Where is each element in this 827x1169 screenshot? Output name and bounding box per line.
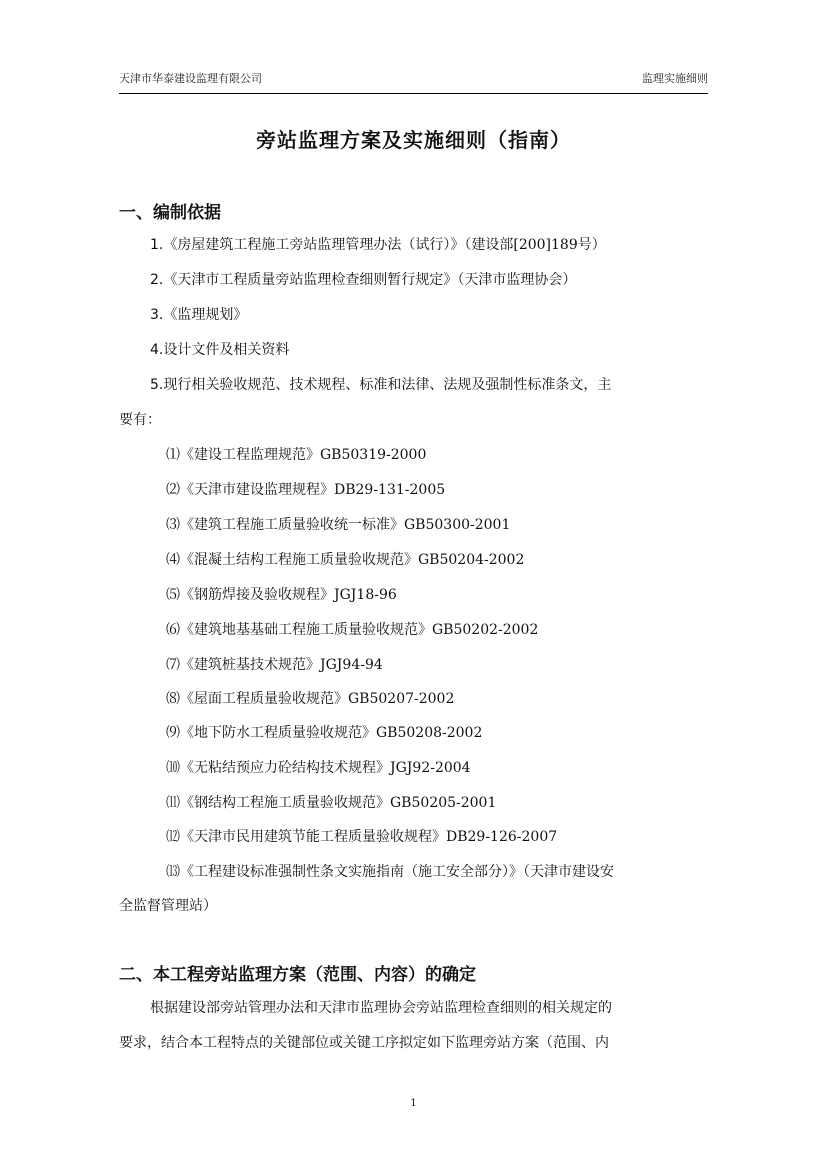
sub-item-text: 《天津市民用建筑节能工程质量验收规程》DB29-126-2007	[180, 829, 558, 845]
sub-item-text: 《天津市建设监理规程》DB29-131-2005	[180, 482, 446, 498]
sub-item-number: ⑿	[166, 829, 180, 845]
list-item	[150, 339, 289, 359]
sub-list-item	[166, 584, 397, 604]
sub-item-number: ⑹	[166, 622, 180, 638]
sub-item-text: 《屋面工程质量验收规范》GB50207-2002	[180, 691, 455, 707]
section-1-heading: 一、编制依据	[119, 203, 221, 223]
sub-list-item-continuation: 全监督管理站）	[119, 898, 217, 914]
list-item-text: 《天津市工程质量旁站监理检查细则暂行规定》（天津市监理协会）	[163, 272, 577, 288]
list-item	[150, 234, 606, 254]
sub-item-text: 《钢结构工程施工质量验收规范》GB50205-2001	[180, 795, 497, 811]
sub-item-text: 《无粘结预应力砼结构技术规程》JGJ92-2004	[180, 760, 471, 776]
sub-item-text: 《建设工程监理规范》GB50319-2000	[180, 447, 427, 463]
paragraph-line: 根据建设部旁站管理办法和天津市监理协会旁站监理检查细则的相关规定的	[150, 1000, 612, 1016]
sub-list-item	[166, 514, 510, 534]
paragraph-line: 要求，结合本工程特点的关键部位或关键工序拟定如下监理旁站方案（范围、内	[119, 1035, 609, 1051]
sub-item-number: ⑻	[166, 691, 180, 707]
list-item-number: 5.	[150, 377, 164, 393]
sub-list-item	[166, 688, 454, 708]
sub-item-text: 《建筑地基基础工程施工质量验收规范》GB50202-2002	[180, 622, 539, 638]
list-item-number: 1.	[150, 237, 164, 253]
sub-list-item	[166, 792, 496, 812]
header-doc-type: 监理实施细则	[642, 72, 708, 85]
list-item	[150, 304, 247, 324]
sub-list-item	[166, 479, 445, 499]
sub-list-item	[166, 722, 482, 742]
sub-item-text: 《混凝土结构工程施工质量验收规范》GB50204-2002	[180, 552, 525, 568]
list-item-text: 《房屋建筑工程施工旁站监理管理办法（试行）》（建设部[200]189号）	[163, 237, 606, 253]
list-item-number: 3.	[150, 307, 164, 323]
sub-item-number: ⑶	[166, 517, 180, 533]
sub-item-number: ⑸	[166, 587, 180, 603]
sub-list-item	[166, 549, 524, 569]
sub-list-item	[166, 619, 538, 639]
sub-item-number: ⑾	[166, 795, 180, 811]
header-divider	[119, 93, 708, 94]
section-2-heading: 二、本工程旁站监理方案（范围、内容）的确定	[119, 965, 476, 985]
sub-item-number: ⑷	[166, 552, 180, 568]
sub-item-text: 《钢筋焊接及验收规程》JGJ18-96	[180, 587, 397, 603]
sub-item-text: 《工程建设标准强制性条文实施指南（施工安全部分）》（天津市建设安	[180, 864, 614, 880]
list-item-number: 2.	[150, 272, 164, 288]
sub-item-number: ⑺	[166, 657, 180, 673]
sub-item-number: ⑵	[166, 482, 180, 498]
sub-item-text: 《地下防水工程质量验收规范》GB50208-2002	[180, 725, 483, 741]
list-item	[150, 374, 611, 394]
sub-list-item	[166, 861, 614, 881]
list-item-text: 《监理规划》	[163, 307, 248, 323]
sub-item-text: 《建筑工程施工质量验收统一标准》GB50300-2001	[180, 517, 511, 533]
list-item-text: 现行相关验收规范、技术规程、标准和法律、法规及强制性标准条文，主	[163, 377, 612, 393]
list-item-number: 4.	[150, 342, 164, 358]
page-title: 旁站监理方案及实施细则（指南）	[256, 128, 571, 152]
list-item-continuation: 要有：	[119, 412, 161, 428]
header-company: 天津市华泰建设监理有限公司	[119, 72, 262, 85]
sub-list-item	[166, 444, 426, 464]
sub-list-item	[166, 654, 383, 674]
sub-item-number: ⑼	[166, 725, 180, 741]
sub-item-number: ⒀	[166, 864, 180, 880]
list-item	[150, 269, 576, 289]
sub-list-item	[166, 757, 471, 777]
page-number: 1	[410, 1098, 417, 1109]
sub-item-number: ⑴	[166, 447, 180, 463]
sub-item-number: ⑽	[166, 760, 180, 776]
list-item-text: 设计文件及相关资料	[163, 342, 290, 358]
sub-list-item	[166, 826, 557, 846]
sub-item-text: 《建筑桩基技术规范》JGJ94-94	[180, 657, 383, 673]
page-header	[119, 70, 708, 88]
